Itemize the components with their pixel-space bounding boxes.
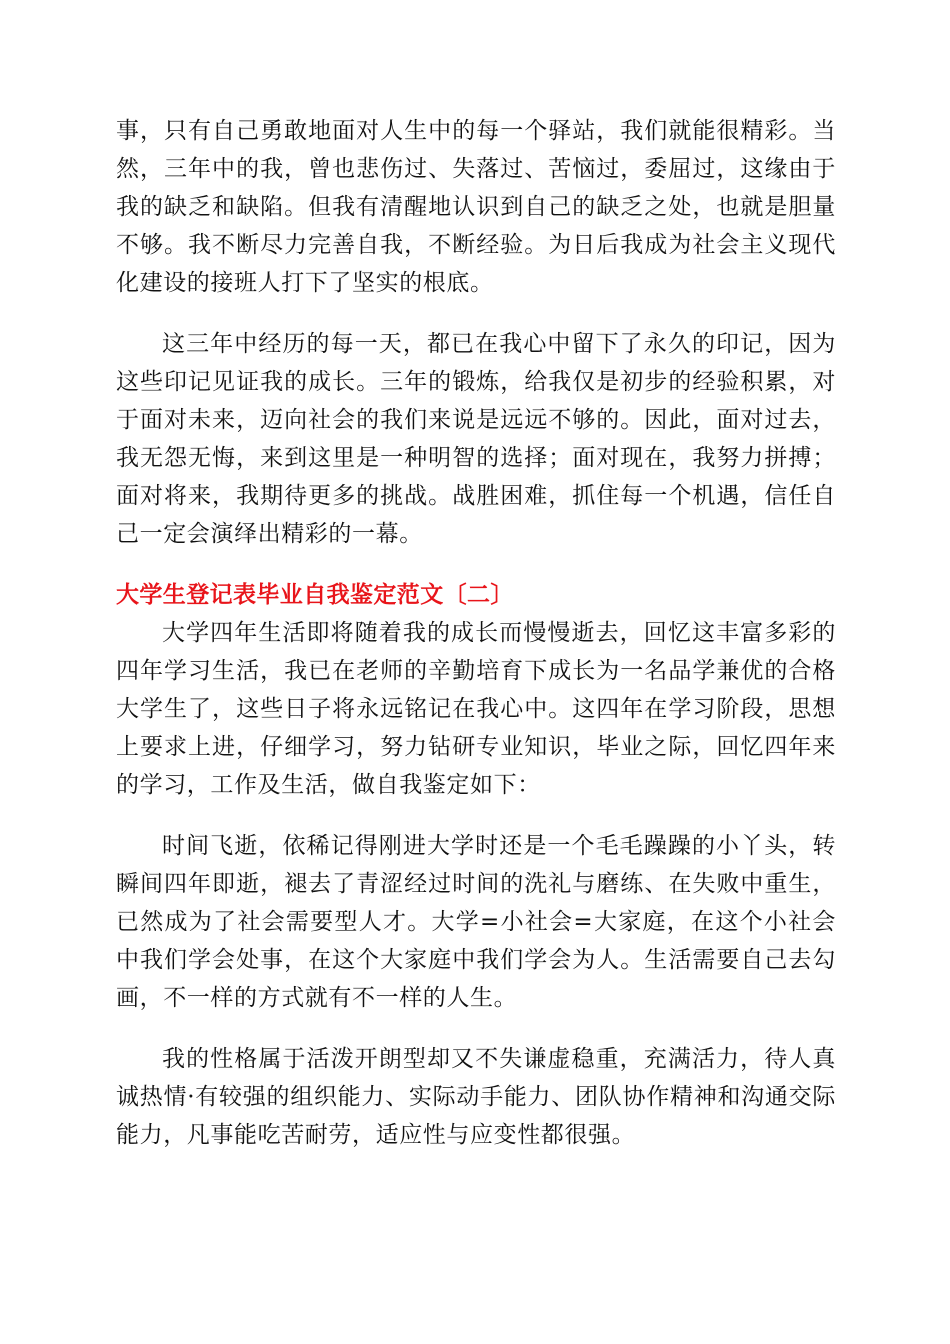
paragraph-gap <box>116 804 836 827</box>
section-heading: 大学生登记表毕业自我鉴定范文〔二〕 <box>116 582 514 608</box>
paragraph-gap <box>116 302 836 325</box>
paragraph-four-years: 大学四年生活即将随着我的成长而慢慢逝去，回忆这丰富多彩的四年学习生活，我已在老师的辛勤培育下成长为一名品学兼优的合格大学生了，这些日子将永远铭记在我心中。这四年在学习阶段，思想上要求上进，仔细学习，努力钻研专业知识，毕业之际，回忆四年来的学习，工作及生活，做自我鉴定如下： <box>116 620 836 798</box>
paragraph-continuation: 事，只有自己勇敢地面对人生中的每一个驿站，我们就能很精彩。当然，三年中的我，曾也悲伤过、失落过、苦恼过，委屈过，这缘由于我的缺乏和缺陷。但我有清醒地认识到自己的缺乏之处，也就是胆量不够。我不断尽力完善自我，不断经验。为日后我成为社会主义现代化建设的接班人打下了坚实的根底。 <box>116 118 836 296</box>
paragraph-gap <box>116 553 836 576</box>
paragraph-gap <box>116 1017 836 1040</box>
paragraph-time-flies: 时间飞逝，依稀记得刚进大学时还是一个毛毛躁躁的小丫头，转瞬间四年即逝，褪去了青涩经过时间的洗礼与磨练、在失败中重生，已然成为了社会需要型人才。大学=小社会=大家庭，在这个小社会中我们学会处事，在这个大家庭中我们学会为人。生活需要自己去勾画，不一样的方式就有不一样的人生。 <box>116 833 836 1011</box>
paragraph-personality: 我的性格属于活泼开朗型却又不失谦虚稳重，充满活力，待人真诚热情·有较强的组织能力、实际动手能力、团队协作精神和沟通交际能力，凡事能吃苦耐劳，适应性与应变性都很强。 <box>116 1046 836 1148</box>
paragraph-three-years: 这三年中经历的每一天，都已在我心中留下了永久的印记，因为这些印记见证我的成长。三年的锻炼，给我仅是初步的经验积累，对于面对未来，迈向社会的我们来说是远远不够的。因此，面对过去，我无怨无悔，来到这里是一种明智的选择；面对现在，我努力拼搏；面对将来，我期待更多的挑战。战胜困难，抓住每一个机遇，信任自己一定会演绎出精彩的一幕。 <box>116 331 836 547</box>
document-body <box>116 112 836 1154</box>
